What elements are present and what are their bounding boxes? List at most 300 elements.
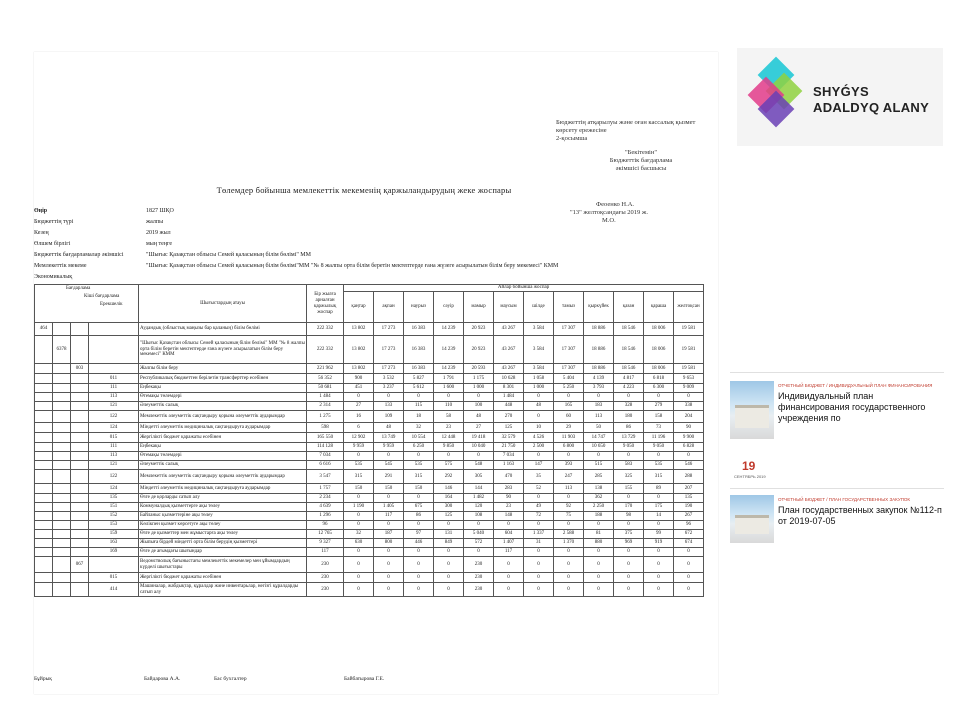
month-header: қазан [614,292,644,323]
month-cell: 849 [434,539,464,548]
month-cell: 0 [374,548,404,557]
month-cell: 0 [644,557,674,573]
table-row [35,512,704,521]
code-cell: 464 [35,323,53,336]
table-row [35,411,704,423]
month-cell: 115 [404,402,434,411]
month-cell: 98 [614,512,644,521]
program-columns-header [35,285,139,323]
code-cell [35,364,53,374]
month-cell: 0 [644,393,674,402]
month-cell: 1 337 [524,530,554,539]
month-cell: 9 009 [674,384,704,393]
month-cell: 4 526 [524,433,554,443]
month-cell: 11 903 [554,433,584,443]
meta-key: Бюджеттің түрі [34,219,74,225]
code-cell: 159 [89,530,139,539]
month-cell: 4 817 [614,374,644,384]
code-cell [35,393,53,402]
month-cell: 0 [614,393,644,402]
table-row [35,470,704,484]
month-cell: 1 407 [494,539,524,548]
month-cell: 60 [554,411,584,423]
news-title[interactable]: План государственных закупок №112-п от 2019-07-05 [778,505,942,526]
month-cell: 0 [674,557,704,573]
expense-name-cell: Жергілікті бюджет қаражаты есебінен [139,433,307,443]
code-cell [35,521,53,530]
month-cell: 451 [344,384,374,393]
month-cell: 5 250 [554,384,584,393]
month-cell: 247 [554,470,584,484]
meta-row [34,263,634,274]
month-cell: 18 006 [644,323,674,336]
month-cell: 108 [464,512,494,521]
month-cell: 10 650 [584,443,614,452]
code-cell [35,384,53,393]
meta-key: Бюджеттік бағдарламалар әкімшісі [34,252,124,258]
code-cell [53,461,71,470]
total-cell: 598 [307,423,344,433]
total-cell: 3 547 [307,470,344,484]
month-cell: 230 [464,557,494,573]
month-cell: 0 [494,583,524,597]
month-cell: 48 [464,411,494,423]
code-cell [71,470,89,484]
month-cell: 548 [464,461,494,470]
month-cell: 155 [614,484,644,494]
month-cell: 49 [524,503,554,512]
news-card[interactable] [730,495,944,543]
expense-name-cell: Еңбекақы [139,384,307,393]
month-cell: 18 886 [584,323,614,336]
month-cell: 90 [494,494,524,503]
table-row [35,461,704,470]
month-cell: 175 [644,503,674,512]
month-cell: 19 581 [674,364,704,374]
expense-name-cell: Әлеуметтік салық [139,402,307,411]
total-cell: 12 765 [307,530,344,539]
month-cell: 17 307 [554,364,584,374]
brand-logo[interactable] [737,48,943,146]
total-cell: 2 314 [307,402,344,411]
month-cell: 3 237 [374,384,404,393]
month-cell: 18 546 [614,336,644,364]
expense-name-cell: Еңбекақы [139,443,307,452]
code-cell [89,557,139,573]
month-cell: 0 [404,557,434,573]
month-cell: 675 [404,503,434,512]
code-cell [53,443,71,452]
month-cell: 0 [404,494,434,503]
meta-value: 1827 ШҚО [146,208,174,214]
code-cell [35,423,53,433]
month-cell: 515 [584,461,614,470]
month-cell: 90 [674,423,704,433]
code-cell [71,402,89,411]
meta-value: 2019 жыл [146,230,171,236]
month-cell: 338 [674,402,704,411]
month-cell: 0 [524,452,554,461]
code-cell [89,323,139,336]
month-cell: 0 [644,494,674,503]
month-cell: 279 [644,402,674,411]
meta-value: "Шығыс Қазақстан облысы Семей қаласының білім бөлімі"ММ "№ 8 жалпы орта білім беретін мектептерде ғана жүзеге асырылатын білім беру мекемесі" КММ [146,263,559,269]
month-cell: 0 [464,548,494,557]
news-category[interactable]: ОТЧЕТНЫЙ БЮДЖЕТ / ПЛАН ГОСУДАРСТВЕННЫХ ЗАКУПОК [778,497,911,502]
month-cell: 120 [464,503,494,512]
code-cell [35,573,53,583]
month-cell: 1 000 [464,384,494,393]
month-cell: 0 [344,548,374,557]
approval-signer: Феоенко Н.А. [596,201,635,208]
code-cell [89,336,139,364]
expense-name-cell: Жыпыға бірдей міндетті орта білім берудің қызметтері [139,539,307,548]
total-cell: 6 616 [307,461,344,470]
month-cell: 52 [524,484,554,494]
month-cell: 315 [644,470,674,484]
code-cell [53,583,71,597]
month-cell: 5 404 [554,374,584,384]
code-cell [53,503,71,512]
month-cell: 300 [434,503,464,512]
table-row [35,423,704,433]
month-cell: 3 793 [584,384,614,393]
month-cell: 50 [584,423,614,433]
month-cell: 190 [674,503,704,512]
code-cell [71,384,89,393]
month-header: қыркүйек [584,292,614,323]
code-cell: 135 [89,494,139,503]
code-cell: 153 [89,521,139,530]
month-cell: 0 [524,573,554,583]
month-cell: 0 [344,521,374,530]
code-cell [53,402,71,411]
month-cell: 131 [434,530,464,539]
month-cell: 6 828 [674,443,704,452]
month-cell: 446 [404,539,434,548]
month-header: қараша [644,292,674,323]
news-category[interactable]: ОТЧЕТНЫЙ БЮДЖЕТ / ИНДИВИДУАЛЬНЫЙ ПЛАН ФИНАНСИРОВАНИЯ [778,383,933,388]
meta-value: "Шығыс Қазақстан облысы Семей қаласының білім бөлімі" ММ [146,252,311,258]
month-cell: 1 175 [464,374,494,384]
expense-name-cell: Коммуналдық қызметтерге ақы төлеу [139,503,307,512]
total-cell: 222 332 [307,323,344,336]
month-cell: 0 [554,583,584,597]
code-cell: 067 [71,557,89,573]
month-cell: 9 959 [344,443,374,452]
month-header: тамыз [554,292,584,323]
table-row [35,393,704,402]
month-cell: 0 [674,393,704,402]
month-cell: 16 [344,411,374,423]
month-cell: 1 484 [494,393,524,402]
month-cell: 672 [674,530,704,539]
month-header: мамыр [464,292,494,323]
meta-key: Экономикалық [34,274,73,280]
approval-line: 2-қосымша [556,135,588,142]
month-cell: 0 [554,393,584,402]
month-cell: 1 163 [494,461,524,470]
code-cell [35,433,53,443]
month-cell: 448 [494,402,524,411]
month-cell: 0 [404,573,434,583]
code-cell [35,452,53,461]
document-meta [34,208,634,285]
code-cell [71,393,89,402]
month-cell: 17 273 [374,364,404,374]
month-cell: 328 [614,402,644,411]
expense-name-cell: Байланыс қызметтеріне ақы төлеу [139,512,307,521]
total-cell: 230 [307,573,344,583]
month-cell: 267 [674,512,704,521]
month-cell: 0 [434,548,464,557]
expense-name-cell: Өзге де қорларды сатып алу [139,494,307,503]
code-cell [53,323,71,336]
program-header: Бағдарлама [66,286,91,291]
code-cell [71,530,89,539]
month-cell: 18 886 [584,336,614,364]
month-cell: 315 [404,470,434,484]
code-cell [89,364,139,374]
expense-name-cell: Міндетті әлеуметтік медициналық сақтандыруға аударымдар [139,423,307,433]
code-cell [71,583,89,597]
total-cell: 56 352 [307,374,344,384]
month-cell: 0 [374,557,404,573]
total-cell: 222 332 [307,336,344,364]
month-cell: 18 886 [584,364,614,374]
month-cell: 0 [524,583,554,597]
code-cell [71,336,89,364]
month-cell: 0 [434,452,464,461]
month-cell: 0 [674,573,704,583]
month-cell: 86 [614,423,644,433]
month-cell: 325 [614,470,644,484]
month-cell: 572 [464,539,494,548]
month-cell: 146 [434,484,464,494]
month-cell: 969 [614,539,644,548]
code-cell [53,423,71,433]
code-cell [71,461,89,470]
month-cell: 180 [614,411,644,423]
month-cell: 92 [554,503,584,512]
month-cell: 18 006 [644,336,674,364]
month-cell: 0 [374,521,404,530]
month-cell: 0 [524,557,554,573]
code-cell [35,374,53,384]
meta-value: мың теңге [146,241,173,247]
month-cell: 0 [674,583,704,597]
expense-name-cell: Әлеуметтік салық [139,461,307,470]
month-cell: 2 500 [524,443,554,452]
month-cell: 18 546 [614,323,644,336]
month-cell: 187 [374,530,404,539]
code-cell: 163 [89,539,139,548]
month-cell: 800 [374,539,404,548]
month-cell: 32 [404,423,434,433]
month-cell: 3 532 [374,374,404,384]
approval-line: көрсету ережесіне [556,127,607,134]
code-cell [35,336,53,364]
month-cell: 75 [554,512,584,521]
table-row [35,452,704,461]
month-cell: 10 [524,423,554,433]
month-cell: 5 612 [404,384,434,393]
meta-value: жалпы [146,219,164,225]
month-cell: 0 [644,521,674,530]
month-cell: 583 [614,461,644,470]
scanned-document [34,52,718,694]
month-cell: 16 383 [404,323,434,336]
month-cell: 2 588 [554,530,584,539]
code-cell: 122 [89,411,139,423]
month-cell: 8 301 [494,384,524,393]
table-row [35,323,704,336]
news-thumbnail [730,381,774,439]
month-cell: 20 923 [464,323,494,336]
month-cell: 0 [374,494,404,503]
month-cell: 207 [674,484,704,494]
month-cell: 117 [374,512,404,521]
code-cell: 6378 [53,336,71,364]
month-cell: 604 [494,530,524,539]
code-cell [53,512,71,521]
code-cell [71,423,89,433]
table-row [35,484,704,494]
month-cell: 0 [344,494,374,503]
month-cell: 0 [404,452,434,461]
month-cell: 86 [404,512,434,521]
month-cell: 17 273 [374,323,404,336]
table-row [35,374,704,384]
table-row [35,539,704,548]
code-cell [71,512,89,521]
table-row [35,384,704,393]
month-cell: 9 050 [614,443,644,452]
total-cell: 221 962 [307,364,344,374]
month-cell: 0 [674,548,704,557]
code-cell: 003 [71,364,89,374]
divider [730,488,944,489]
month-cell: 0 [404,583,434,597]
month-cell: 18 546 [614,364,644,374]
month-cell: 1 600 [434,384,464,393]
approval-approve: "Бекітемін" [624,149,657,156]
code-cell: 151 [89,503,139,512]
month-header: маусым [494,292,524,323]
month-cell: 20 593 [464,364,494,374]
month-cell: 31 [524,539,554,548]
code-cell [71,323,89,336]
code-cell [71,539,89,548]
month-cell: 0 [554,557,584,573]
expense-name-cell: Өтемақы төлемдері [139,393,307,402]
expense-name-cell: Өзге де қызметтер мен жұмыстарға ақы төлеу [139,530,307,539]
month-cell: 43 267 [494,364,524,374]
total-cell: 1 757 [307,484,344,494]
month-cell: 6 818 [644,374,674,384]
table-row [35,573,704,583]
month-cell: 1 058 [524,374,554,384]
month-cell: 0 [584,583,614,597]
month-cell: 150 [344,484,374,494]
month-cell: 27 [344,402,374,411]
month-cell: 17 307 [554,323,584,336]
month-cell: 0 [524,548,554,557]
total-cell: 230 [307,557,344,573]
month-cell: 13 729 [614,433,644,443]
month-cell: 18 006 [644,364,674,374]
table-row [35,364,704,374]
table-row [35,336,704,364]
code-cell [53,411,71,423]
code-cell [71,374,89,384]
month-cell: 230 [464,583,494,597]
month-cell: 470 [494,470,524,484]
month-cell: 0 [374,573,404,583]
code-cell [35,583,53,597]
approval-stamp: М.О. [602,217,616,224]
month-cell: 0 [584,393,614,402]
code-cell [53,393,71,402]
month-cell: 18 [404,411,434,423]
code-cell [53,539,71,548]
code-cell [35,530,53,539]
month-cell: 58 [434,411,464,423]
month-cell: 9 850 [434,443,464,452]
month-header: ақпан [374,292,404,323]
month-cell: 0 [644,452,674,461]
month-cell: 97 [404,530,434,539]
month-cell: 545 [374,461,404,470]
month-cell: 12 448 [434,433,464,443]
month-cell: 0 [344,393,374,402]
month-cell: 900 [344,374,374,384]
code-cell: 011 [89,374,139,384]
expense-name-cell: Мемлекеттік әлеуметтік сақтандыру қорына әлеуметтік аударымдар [139,470,307,484]
month-cell: 14 239 [434,364,464,374]
footer-signer-2: Байбатырова Г.Е. [344,676,385,682]
news-card[interactable] [730,381,944,439]
month-cell: 1 482 [464,494,494,503]
month-cell: 0 [554,573,584,583]
table-row [35,402,704,411]
total-cell: 4 639 [307,503,344,512]
month-cell: 288 [674,470,704,484]
code-cell [35,539,53,548]
month-cell: 0 [614,583,644,597]
month-cell: 0 [674,452,704,461]
footer-signer-1: Байдарова А.А. [144,676,181,682]
month-cell: 0 [584,557,614,573]
month-cell: 125 [434,512,464,521]
expense-name-cell: Өзге де ағымдағы шығындар [139,548,307,557]
month-cell: 0 [644,583,674,597]
month-cell: 4 139 [584,374,614,384]
month-cell: 283 [494,484,524,494]
code-cell: 124 [89,423,139,433]
news-title[interactable]: Индивидуальный план финансирования государственного учреждения по [778,391,926,423]
month-cell: 0 [344,452,374,461]
month-cell: 3 584 [524,364,554,374]
month-cell: 96 [674,521,704,530]
total-cell: 2 234 [307,494,344,503]
code-cell [53,470,71,484]
month-cell: 0 [554,548,584,557]
month-cell: 9 050 [644,443,674,452]
footer-left: Бұйрық [34,676,52,682]
expense-name-cell: Аудандық (облыстық маңызы бар қаланың) білім бөлімі [139,323,307,336]
month-cell: 0 [404,548,434,557]
